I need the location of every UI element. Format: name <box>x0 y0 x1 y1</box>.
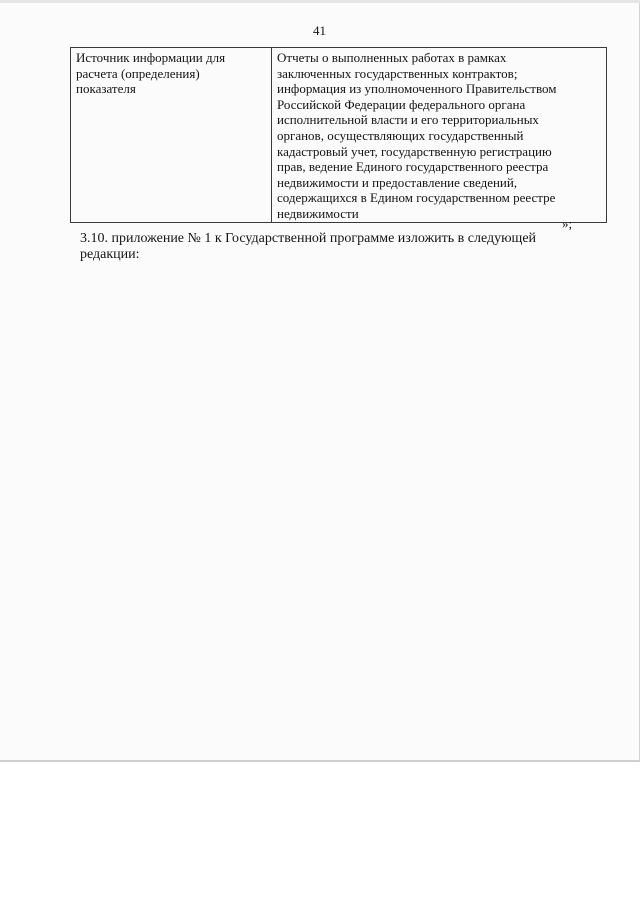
page-number: 41 <box>313 23 326 38</box>
table-row <box>71 48 607 223</box>
indicator-source-table <box>70 47 607 223</box>
scan-edge <box>0 0 640 3</box>
amendment-paragraph: 3.10. приложение № 1 к Государственной программе изложить в следующей редакции: <box>80 231 537 262</box>
closing-quote-mark: »; <box>562 216 573 231</box>
table-label-cell: Источник информации для расчета (определения) показателя <box>71 48 272 223</box>
table-value-cell: Отчеты о выполненных работах в рамках заключенных государственных контрактов; информация из уполномоченного Правительством Российской Федерации федерального органа исполнительной власти и его территориальных органов, осуществляющих государственный кадастровый учет, государственную регистрацию прав, ведение Единого государственного реестра недвижимости и предоставление сведений, содержащихся в Едином государственном реестре недвижимости <box>272 48 607 223</box>
